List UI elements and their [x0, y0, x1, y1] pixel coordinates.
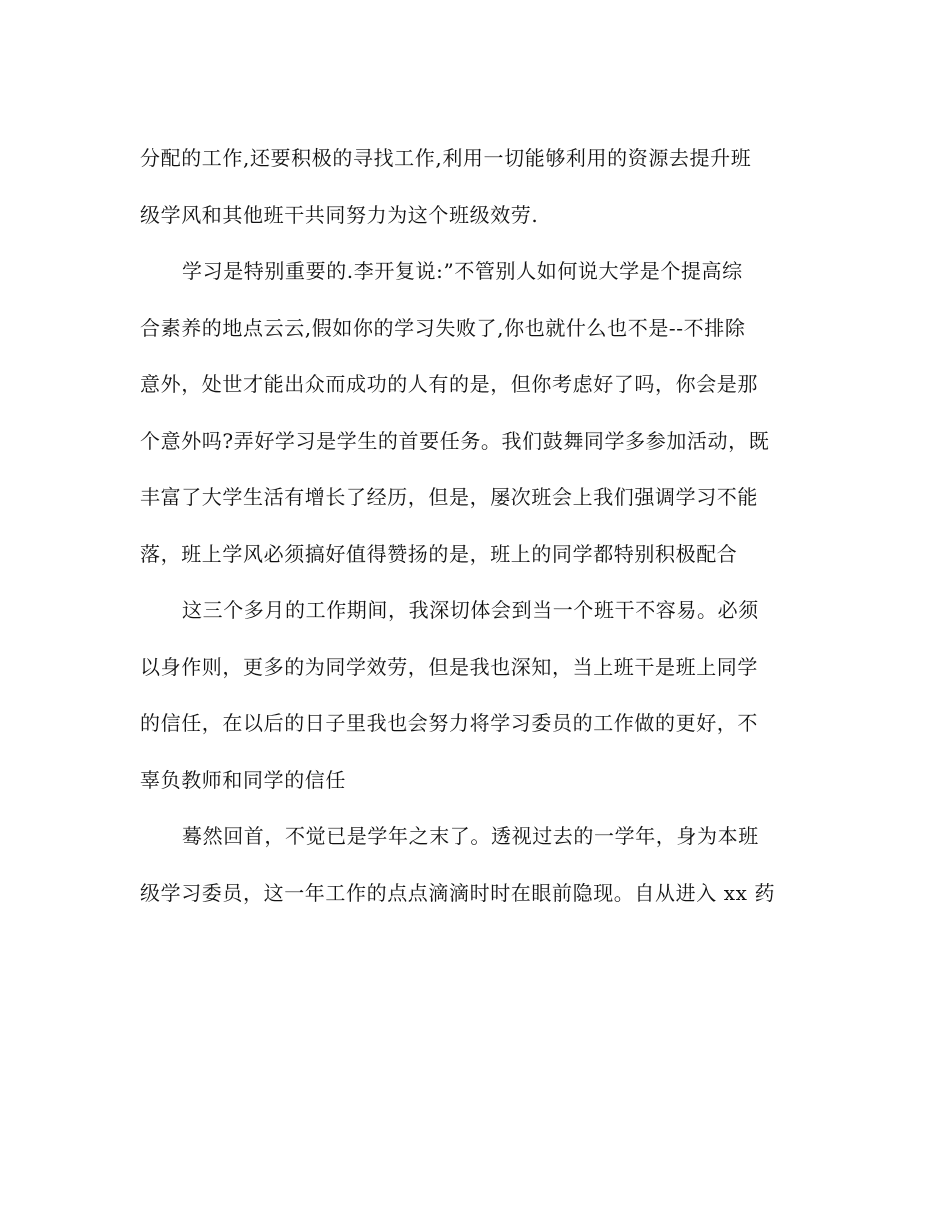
text-line: 这三个多月的工作期间，我深切体会到当一个班干不容易。必须 [182, 598, 759, 622]
body-text [140, 130, 810, 921]
text-line: 丰富了大学生活有增长了经历，但是，屡次班会上我们强调学习不能 [140, 485, 758, 509]
text-line: 辜负教师和同学的信任 [140, 767, 346, 792]
text-line: 合素养的地点云云,假如你的学习失败了,你也就什么也不是--不排除 [140, 315, 746, 340]
text-line: 以身作则，更多的为同学效劳，但是我也深知，当上班干是班上同学 [140, 654, 758, 679]
text-line: 的信任，在以后的日子里我也会努力将学习委员的工作做的更好，不 [140, 711, 758, 735]
text-line: 分配的工作,还要积极的寻找工作,利用一切能够利用的资源去提升班 [140, 146, 752, 170]
text-line: 蓦然回首，不觉已是学年之末了。透视过去的一学年，身为本班 [182, 824, 759, 848]
paragraph-2 [140, 243, 810, 582]
paragraph-1 [140, 130, 810, 243]
text-line: 个意外吗?弄好学习是学生的首要任务。我们鼓舞同学多参加活动，既 [140, 428, 770, 453]
text-line: 级学习委员，这一年工作的点点滴滴时时在眼前隐现。自从进入 xx 药 [140, 880, 776, 905]
paragraph-3 [140, 582, 810, 808]
text-line: 落，班上学风必须搞好值得赞扬的是，班上的同学都特别积极配合 [140, 541, 738, 566]
text-line: 学习是特别重要的.李开复说:”不管别人如何说大学是个提高综 [182, 259, 743, 283]
text-line: 意外，处世才能出众而成功的人有的是，但你考虑好了吗，你会是那 [140, 372, 758, 396]
paragraph-4 [140, 808, 810, 921]
text-line: 级学风和其他班干共同努力为这个班级效劳. [140, 202, 539, 227]
